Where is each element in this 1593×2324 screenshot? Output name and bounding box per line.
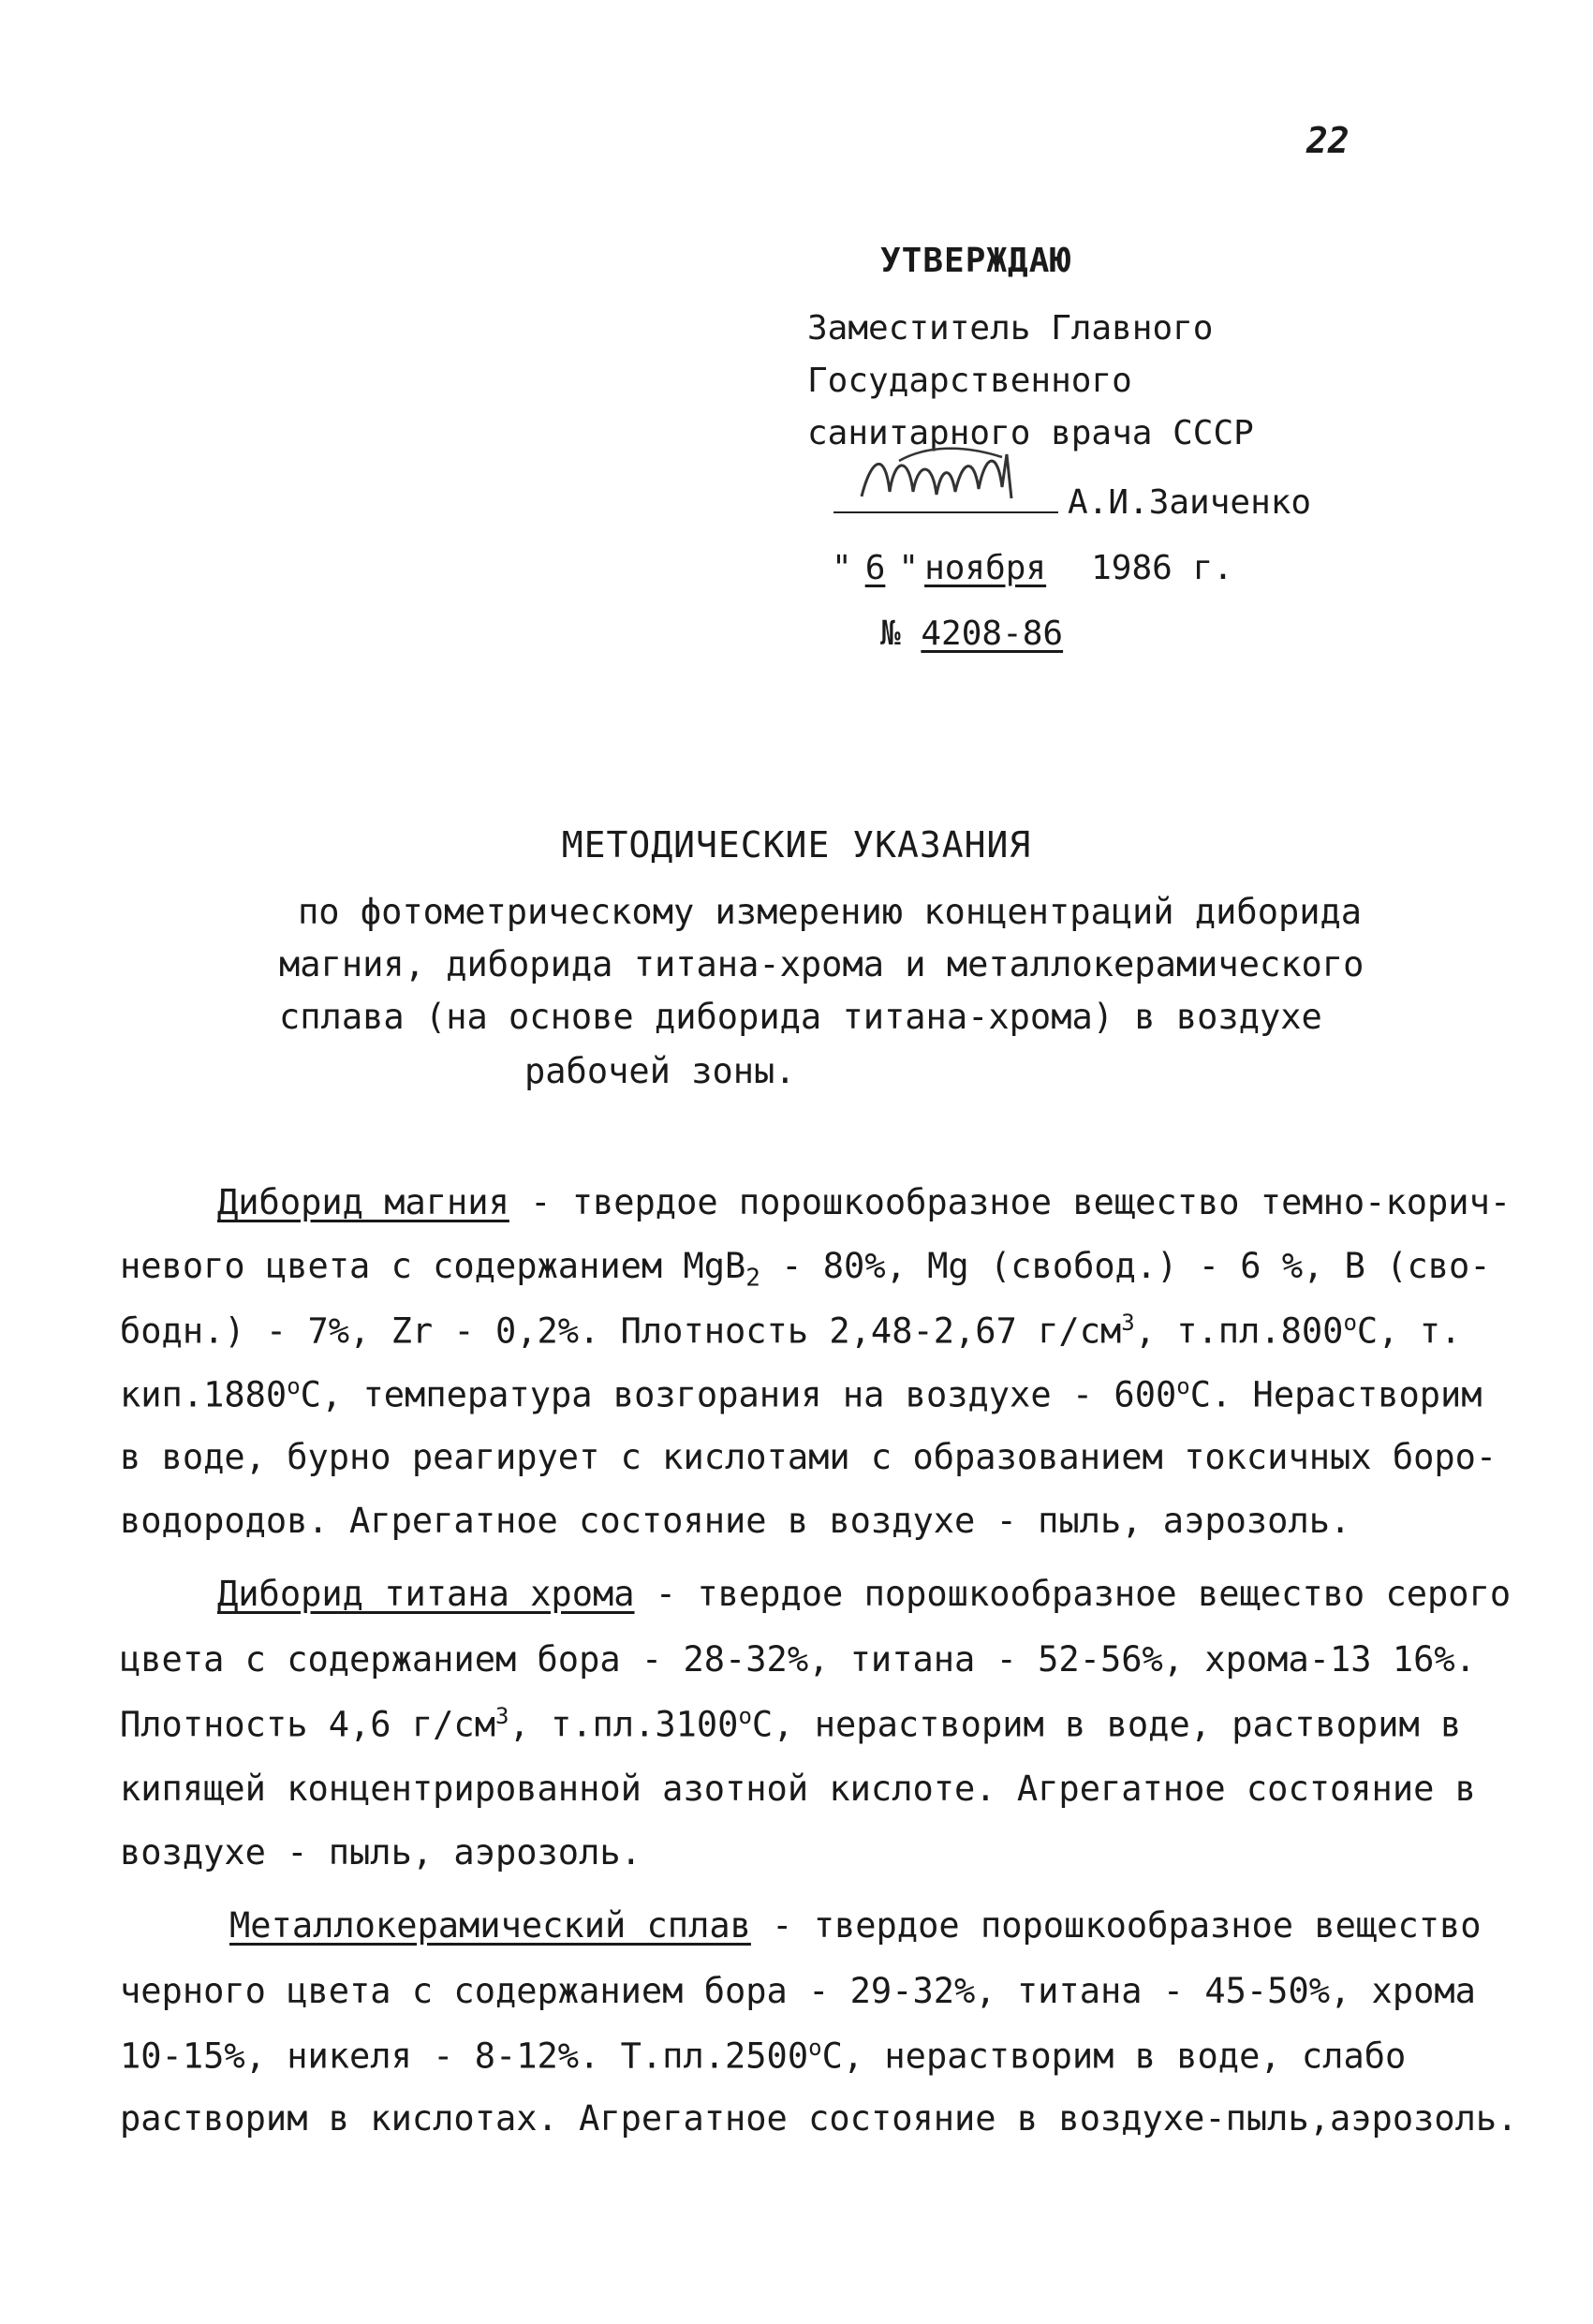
number-value: 4208-86 xyxy=(921,614,1064,653)
tic-line-5: воздухе - пыль, аэрозоль. xyxy=(120,1832,642,1873)
subtitle-line-1: по фотометрическому измерению концентраций диборида xyxy=(298,892,1363,932)
subtitle-line-4: рабочей зоны. xyxy=(524,1051,796,1091)
alloy-term: Металлокерамический сплав xyxy=(229,1905,751,1946)
document-title: МЕТОДИЧЕСКИЕ УКАЗАНИЯ xyxy=(561,824,1032,866)
number-prefix: № xyxy=(880,614,901,653)
mg-term: Диборид магния xyxy=(217,1182,509,1222)
date-year: 1986 г. xyxy=(1091,549,1233,587)
approval-line-1: Заместитель Главного xyxy=(807,309,1214,348)
alloy-line-1: Металлокерамический сплав - твердое порошкообразное вещество xyxy=(229,1905,1482,1946)
approval-number xyxy=(880,614,1063,653)
handwritten-signature xyxy=(843,440,1058,515)
alloy-line-3: 10-15%, никеля - 8-12%. $Т.пл.2500^оС$, нерастворим в воде, слабо xyxy=(120,2035,1407,2077)
tic-line-1: Диборид титана хрома - твердое порошкообразное вещество серого xyxy=(217,1574,1512,1614)
approval-heading: УТВЕРЖДАЮ xyxy=(880,242,1072,280)
mg-line-2: невого цвета с содержанием MgB$_2$ - 80%, Mg (свобод.) - 6 %, B (сво- xyxy=(120,1246,1491,1293)
mg-line-3: бодн.) - 7%, Zr - 0,2%. Плотность 2,48-2,67 $г/см^3$, $т.пл.800^оС$, т. xyxy=(120,1310,1462,1352)
mg-line-6: водородов. Агрегатное состояние в воздухе - пыль, аэрозоль. xyxy=(120,1501,1351,1541)
subtitle-line-2: магния, диборида титана-хрома и металлокерамического xyxy=(279,944,1364,984)
mg-line-4: $кип.1880^оС$, температура возгорания на воздухе - $600^оС$. Нерастворим xyxy=(120,1373,1482,1415)
tic-line-2: цвета с содержанием бора - 28-32%, титана - 52-56%, хрома-13 16%. xyxy=(120,1639,1476,1680)
signature-line xyxy=(833,508,1058,513)
mg-line-5: в воде, бурно реагирует с кислотами с образованием токсичных боро- xyxy=(120,1437,1497,1477)
date-day: 6 xyxy=(864,549,886,587)
date-month: ноября xyxy=(924,549,1047,587)
mg-line-1: Диборид магния - твердое порошкообразное вещество темно-корич- xyxy=(217,1182,1512,1222)
date-quote-open: " xyxy=(832,549,852,587)
alloy-line-4: растворим в кислотах. Агрегатное состояние в воздухе-пыль,аэрозоль. xyxy=(120,2098,1518,2139)
tic-line-4: кипящей концентрированной азотной кислоте. Агрегатное состояние в xyxy=(120,1769,1476,1809)
page-number: 22 xyxy=(1306,120,1350,161)
subtitle-line-3: сплава (на основе диборида титана-хрома) в воздухе xyxy=(279,997,1322,1037)
alloy-line-2: черного цвета с содержанием бора - 29-32%, титана - 45-50%, хрома xyxy=(120,1971,1476,2011)
approval-line-3: санитарного врача СССР xyxy=(807,414,1254,452)
signatory-name: А.И.Заиченко xyxy=(1068,483,1312,522)
approval-date xyxy=(832,549,1233,587)
approval-line-2: Государственного xyxy=(807,362,1132,400)
date-quote-close: " xyxy=(898,549,920,587)
tic-line-3: Плотность 4,6 $г/см^3$, $т.пл.3100^оС$, нерастворим в воде, растворим в xyxy=(120,1703,1462,1745)
tic-term: Диборид титана хрома xyxy=(217,1574,635,1614)
